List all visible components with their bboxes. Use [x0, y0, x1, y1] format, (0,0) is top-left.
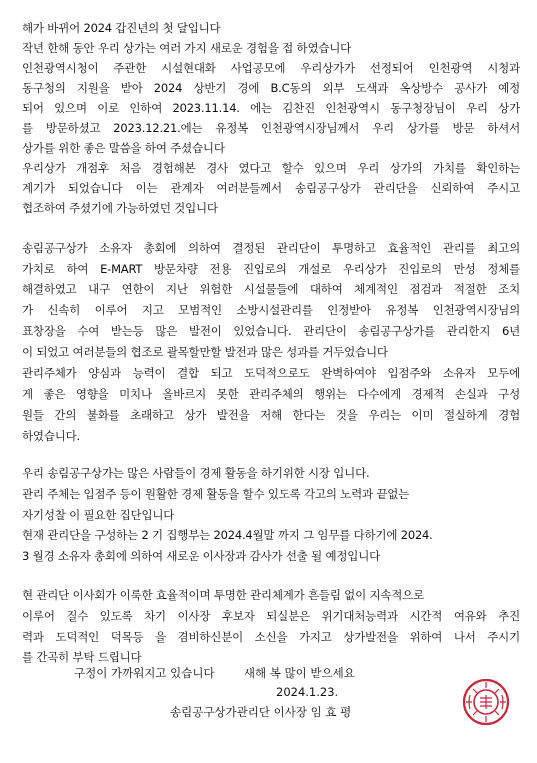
letter-line-15: 표창장을 수여 받는등 많은 발전이 있었습니다. 관리단이 송림공구상가를 관리한지 6년 [22, 324, 520, 338]
letter-line-9: 계기가 되었습니다 이는 관계자 여러분들께서 송림공구상가 관리단을 신뢰하여 주시고 [22, 181, 520, 195]
letter-line-23: 자기성찰 이 필요한 집단입니다 [22, 508, 175, 522]
letter-line-24: 현재 관리단을 구성하는 2 기 집행부는 2024.4월말 까지 그 임무를 다하기에 2024. [22, 528, 433, 542]
letter-line-27: 이루어 질수 있도록 차기 이사장 후보자 되실분은 위기대처능력과 시간적 여유와 추진 [22, 609, 520, 623]
letter-line-20: 하였습니다. [22, 429, 80, 443]
letter-line-2: 작년 한해 동안 우리 상가는 여러 가지 새로운 경험을 접 하였습니다 [22, 41, 352, 55]
letter-line-1: 해가 바뀌어 2024 갑진년의 첫 달입니다 [22, 21, 221, 35]
letter-date: 2024.1.23. [276, 685, 339, 699]
letter-line-12: 가치로 하여 E-MART 방문차량 전용 진입로의 개설로 우리상가 진입로의 만성 정체를 [22, 262, 520, 276]
signature-line: 송림공구상가관리단 이사장 임 효 평 [170, 705, 352, 719]
letter-line-17: 관리주체가 양심과 능력이 결합 되고 도덕적으로도 완벽하여야 입점주와 소유자 모두에 [22, 366, 520, 380]
letter-line-21: 우리 송림공구상가는 많은 사람들이 경제 활동을 하기위한 시장 입니다. [22, 466, 370, 480]
letter-line-19: 원들 간의 불화를 초래하고 상가 발전을 저해 한다는 것을 우리는 이미 절실하게 경험 [22, 408, 520, 422]
letter-line-8: 우리상가 개점후 처음 경험해본 경사 였다고 할수 있으며 우리 상가의 가치를 확인하는 [22, 161, 520, 175]
letter-line-5: 되어 있으며 이로 인하여 2023.11.14. 에는 김찬진 인천광역시 동구청장님이 우리 상가 [22, 101, 520, 115]
letter-line-4: 동구청의 지원을 받아 2024 상반기 경에 B.C동의 외부 도색과 옥상방수 공사가 예정 [22, 81, 520, 95]
letter-line-29: 를 간곡히 부탁 드립니다 [22, 650, 142, 664]
letter-line-26: 현 관리단 이사회가 이룩한 효율적이며 투명한 관리체계가 흔들림 없이 지속적으로 [22, 588, 425, 602]
letter-line-10: 협조하여 주셨기에 가능하였던 것입니다 [22, 201, 218, 215]
official-seal-icon [462, 678, 510, 726]
new-year-greeting: 구정이 가까워지고 있습니다 새해 복 많이 받으세요 [74, 666, 355, 680]
letter-line-7: 상가를 위한 좋은 말씀을 하여 주셨습니다 [22, 141, 225, 155]
letter-line-3: 인천광역시청이 주관한 시설현대화 사업공모에 우리상가가 선정되어 인천광역 시청과 [22, 61, 520, 75]
letter-line-11: 송림공구상가 소유자 총회에 의하여 결정된 관리단이 투명하고 효율적인 관리를 최고의 [22, 241, 520, 255]
letter-line-13: 해결하였고 내구 연한이 지난 위험한 시설물들에 대하여 체계적인 점검과 적절한 조치 [22, 282, 520, 296]
letter-line-16: 이 되었고 여러분들의 협조로 괄목할만할 발전과 많은 성과를 거두었습니다 [22, 345, 388, 359]
letter-line-14: 가 신속히 이루어 지고 모범적인 소방시설관리를 인정받아 유정복 인천광역시장님의 [22, 303, 520, 317]
letter-line-6: 를 방문하셨고 2023.12.21.에는 유정복 인천광역시장님께서 우리 상가를 방문 하셔서 [22, 121, 520, 135]
letter-line-22: 관리 주체는 입점주 등이 원활한 경제 활동을 할수 있도록 각고의 노력과 끝없는 [22, 487, 410, 501]
letter-line-28: 력과 도덕적인 덕목등 을 겸비하신분이 소신을 가지고 상가발전을 위하여 나서 주시기 [22, 630, 520, 644]
letter-line-25: 3 월경 소유자 총회에 의하여 새로운 이사장과 감사가 선출 될 예정입니다 [22, 549, 381, 563]
letter-line-18: 게 좋은 영향을 미치나 올바르지 못한 관리주체의 행위는 다수에게 경제적 손실과 구성 [22, 387, 520, 401]
